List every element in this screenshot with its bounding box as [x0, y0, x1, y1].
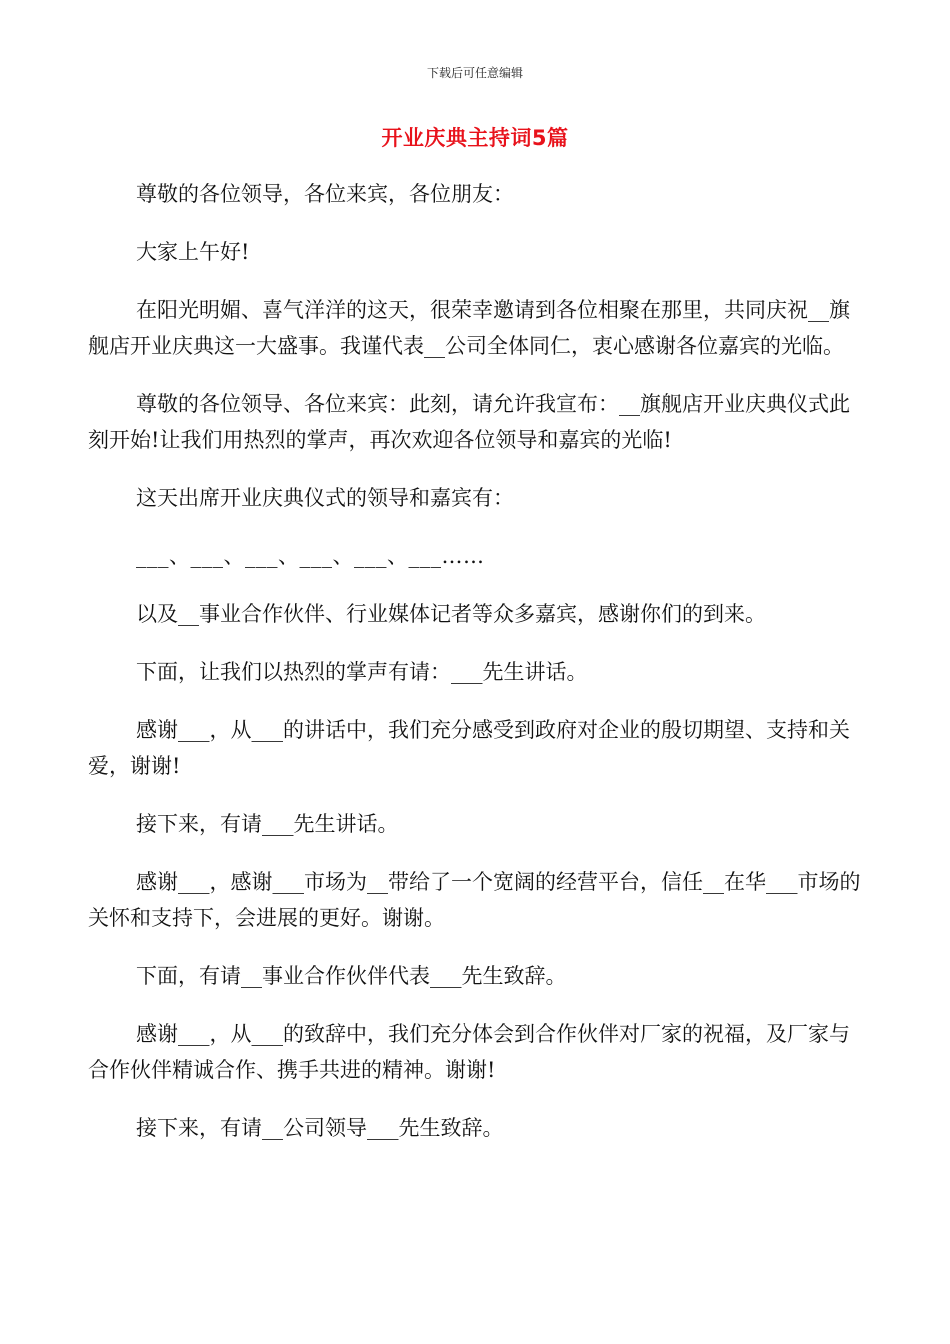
paragraph-invite-leader: 接下来，有请__公司领导___先生致辞。 [136, 1116, 504, 1140]
document-title: 开业庆典主持词5篇 [381, 126, 569, 150]
paragraph-announce: 尊敬的各位领导、各位来宾：此刻，请允许我宣布：__旗舰店开业庆典仪式此刻开始!让我们用热烈的掌声，再次欢迎各位领导和嘉宾的光临! [88, 392, 850, 452]
paragraph-greeting: 尊敬的各位领导，各位来宾，各位朋友： [136, 182, 514, 206]
paragraph-thanks-1: 感谢___，从___的讲话中，我们充分感受到政府对企业的殷切期望、支持和关爱，谢谢! [88, 718, 850, 778]
paragraph-guest-blanks: ___、___、___、___、___、___…… [136, 544, 485, 568]
paragraph-thanks-3: 感谢___，从___的致辞中，我们充分体会到合作伙伴对厂家的祝福，及厂家与合作伙伴精诚合作、携手共进的精神。谢谢! [88, 1022, 850, 1082]
paragraph-thanks-2: 感谢___，感谢___市场为__带给了一个宽阔的经营平台，信任__在华___市场的关怀和支持下，会进展的更好。谢谢。 [88, 870, 861, 930]
paragraph-invite-partner: 下面，有请__事业合作伙伴代表___先生致辞。 [136, 964, 567, 988]
paragraph-invite-speech-1: 下面，让我们以热烈的掌声有请：___先生讲话。 [136, 660, 588, 684]
paragraph-guests-intro: 这天出席开业庆典仪式的领导和嘉宾有： [136, 486, 514, 510]
paragraph-invite-speech-2: 接下来，有请___先生讲话。 [136, 812, 399, 836]
paragraph-good-morning: 大家上午好! [136, 240, 250, 264]
paragraph-partners: 以及__事业合作伙伴、行业媒体记者等众多嘉宾，感谢你们的到来。 [136, 602, 766, 626]
document-body [88, 176, 864, 1168]
paragraph-welcome: 在阳光明媚、喜气洋洋的这天，很荣幸邀请到各位相聚在那里，共同庆祝__旗舰店开业庆典这一大盛事。我谨代表__公司全体同仁，衷心感谢各位嘉宾的光临。 [88, 298, 850, 358]
header-note: 下载后可任意编辑 [426, 66, 523, 80]
